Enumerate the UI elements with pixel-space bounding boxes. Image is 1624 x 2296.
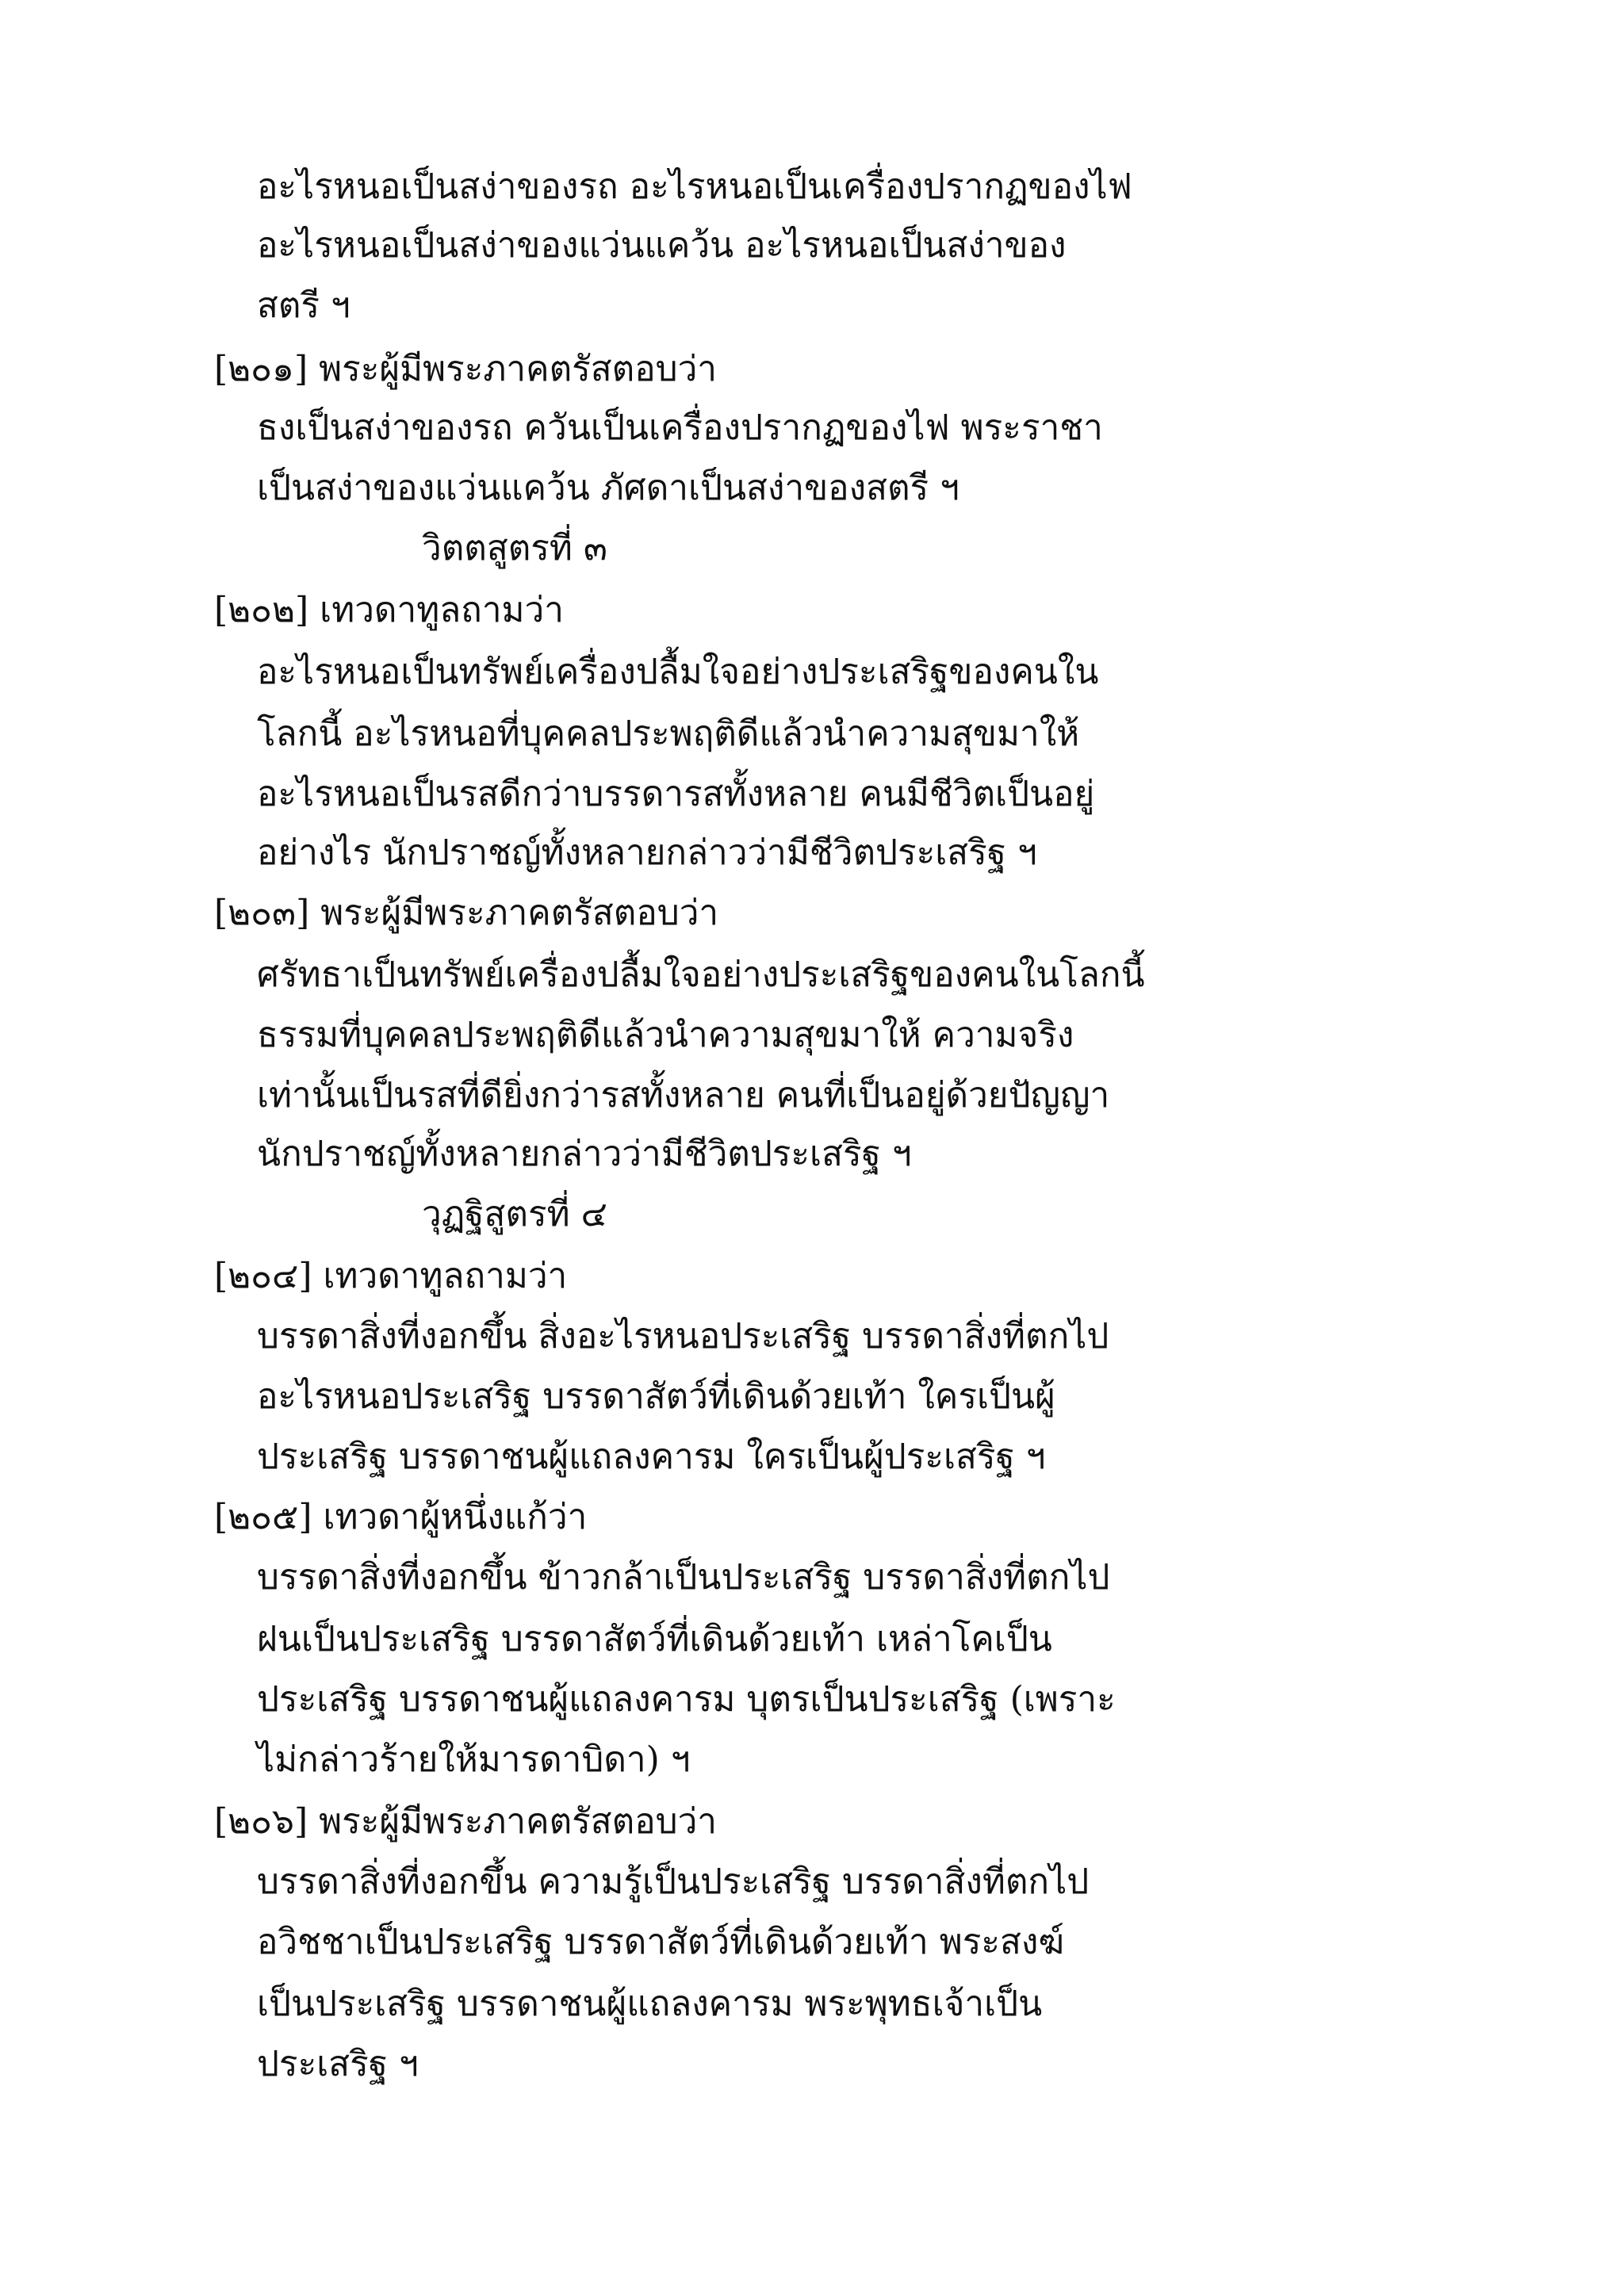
text-line: ธรรมที่บุคคลประพฤติดีแล้วนำความสุขมาให้ ความจริง [257,1015,1074,1055]
text-line: บรรดาสิ่งที่งอกขึ้น ความรู้เป็นประเสริฐ บรรดาสิ่งที่ตกไป [257,1862,1090,1902]
verse-heading: [๒๐๖] พระผู้มีพระภาคตรัสตอบว่า [214,1801,717,1842]
text-line: สตรี ฯ [257,285,350,326]
text-line: อะไรหนอประเสริฐ บรรดาสัตว์ที่เดินด้วยเท้า ใครเป็นผู้ [257,1376,1055,1417]
verse-heading: [๒๐๓] พระผู้มีพระภาคตรัสตอบว่า [214,893,719,933]
verse-heading: [๒๐๒] เทวดาทูลถามว่า [214,590,564,630]
text-line: ประเสริฐ บรรดาชนผู้แถลงคารม บุตรเป็นประเสริฐ (เพราะ [257,1679,1116,1720]
text-line: โลกนี้ อะไรหนอที่บุคคลประพฤติดีแล้วนำความสุขมาให้ [257,714,1080,754]
text-line: นักปราชญ์ทั้งหลายกล่าวว่ามีชีวิตประเสริฐ ฯ [257,1134,912,1174]
text-line: บรรดาสิ่งที่งอกขึ้น สิ่งอะไรหนอประเสริฐ บรรดาสิ่งที่ตกไป [257,1316,1109,1357]
text-line: อะไรหนอเป็นทรัพย์เครื่องปลื้มใจอย่างประเสริฐของคนใน [257,652,1099,692]
text-line: อะไรหนอเป็นสง่าของรถ อะไรหนอเป็นเครื่องปรากฏของไฟ [257,166,1132,207]
text-line: เป็นสง่าของแว่นแคว้น ภัศดาเป็นสง่าของสตรี ฯ [257,468,959,508]
text-line: อย่างไร นักปราชญ์ทั้งหลายกล่าวว่ามีชีวิตประเสริฐ ฯ [257,832,1037,873]
verse-heading: [๒๐๕] เทวดาผู้หนึ่งแก้ว่า [214,1497,588,1537]
verse-heading: [๒๐๑] พระผู้มีพระภาคตรัสตอบว่า [214,349,717,389]
text-line: ประเสริฐ ฯ [257,2044,419,2084]
text-line: ประเสริฐ บรรดาชนผู้แถลงคารม ใครเป็นผู้ประเสริฐ ฯ [257,1437,1046,1477]
text-line: อะไรหนอเป็นรสดีกว่าบรรดารสทั้งหลาย คนมีชีวิตเป็นอยู่ [257,774,1095,814]
verse-heading: [๒๐๔] เทวดาทูลถามว่า [214,1256,568,1296]
text-line: อะไรหนอเป็นสง่าของแว่นแคว้น อะไรหนอเป็นสง่าของ [257,225,1067,266]
text-line: เท่านั้นเป็นรสที่ดียิ่งกว่ารสทั้งหลาย คนที่เป็นอยู่ด้วยปัญญา [257,1075,1110,1115]
text-line: ไม่กล่าวร้ายให้มารดาบิดา) ฯ [257,1739,691,1780]
text-line: ฝนเป็นประเสริฐ บรรดาสัตว์ที่เดินด้วยเท้า เหล่าโคเป็น [257,1619,1052,1659]
text-line: อวิชชาเป็นประเสริฐ บรรดาสัตว์ที่เดินด้วยเท้า พระสงฆ์ [257,1922,1064,1962]
text-line: ศรัทธาเป็นทรัพย์เครื่องปลื้มใจอย่างประเสริฐของคนในโลกนี้ [257,955,1145,995]
text-line: เป็นประเสริฐ บรรดาชนผู้แถลงคารม พระพุทธเจ้าเป็น [257,1984,1043,2024]
sutta-title: วุฏฐิสูตรที่ ๔ [422,1194,607,1234]
sutta-title: วิตตสูตรที่ ๓ [422,528,607,568]
text-line: บรรดาสิ่งที่งอกขึ้น ข้าวกล้าเป็นประเสริฐ บรรดาสิ่งที่ตกไป [257,1557,1110,1598]
text-line: ธงเป็นสง่าของรถ ควันเป็นเครื่องปรากฏของไฟ พระราชา [257,408,1103,448]
